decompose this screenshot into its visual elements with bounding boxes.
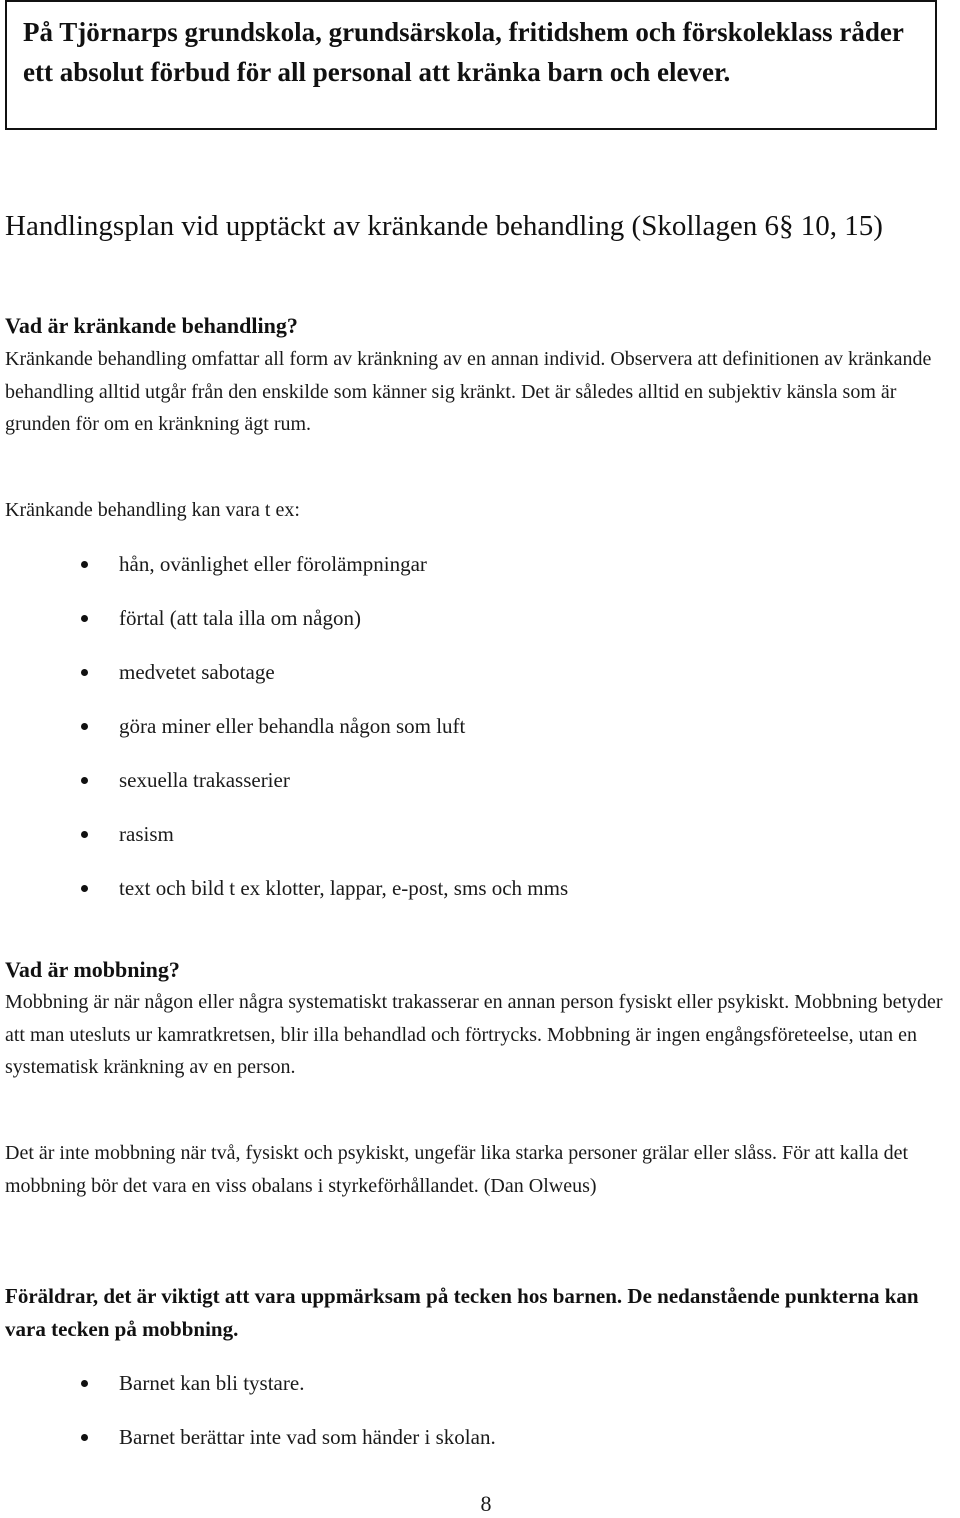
examples-list — [0, 550, 900, 928]
paragraph-mobbning-olweus: Det är inte mobbning när två, fysiskt och psykiskt, ungefär lika starka personer grälar eller slåss. För att kalla det mobbning bör det vara en viss obalans i styrkeförhållandet. (Dan Olweus) — [5, 1142, 909, 1197]
list-item: hån, ovänlighet eller förolämpningar — [0, 550, 900, 604]
bullet-icon — [81, 615, 88, 622]
bullet-icon — [81, 885, 88, 892]
bullet-icon — [81, 669, 88, 676]
examples-intro: Kränkande behandling kan vara t ex: — [5, 499, 300, 521]
list-item: förtal (att tala illa om någon) — [0, 604, 900, 658]
list-item: Barnet kan bli tystare. — [0, 1369, 900, 1423]
paragraph-mobbning-definition: Mobbning är när någon eller några systematiskt trakasserar en annan person fysiskt eller psykiskt. Mobbning betyder att man utesluts ur kamratkretsen, blir illa behandlad och förtrycks. Mobbning är ingen engångsföreteelse, utan en systematisk kränkning av en person. — [5, 991, 943, 1078]
bullet-icon — [81, 831, 88, 838]
list-item: Barnet berättar inte vad som händer i skolan. — [0, 1423, 900, 1477]
parents-note: Föräldrar, det är viktigt att vara uppmärksam på tecken hos barnen. De nedanstående punkterna kan vara tecken på mobbning. — [5, 1284, 919, 1341]
bullet-icon — [81, 1434, 88, 1441]
list-item: göra miner eller behandla någon som luft — [0, 712, 900, 766]
list-item: sexuella trakasserier — [0, 766, 900, 820]
bullet-icon — [81, 777, 88, 784]
heading-mobbning: Vad är mobbning? — [5, 957, 180, 982]
bullet-icon — [81, 1380, 88, 1387]
bullet-icon — [81, 561, 88, 568]
list-item: text och bild t ex klotter, lappar, e-post, sms och mms — [0, 874, 900, 928]
signs-list — [0, 1369, 900, 1477]
main-heading: Handlingsplan vid upptäckt av kränkande behandling (Skollagen 6§ 10, 15) — [5, 210, 883, 242]
paragraph-krankande-definition: Kränkande behandling omfattar all form av kränkning av en annan individ. Observera att definitionen av kränkande behandling alltid utgår från den enskilde som känner sig kränkt. Det är således alltid en subjektiv känsla som är grunden för om en kränkning ägt rum. — [5, 348, 932, 435]
bullet-icon — [81, 723, 88, 730]
list-item: rasism — [0, 820, 900, 874]
notice-box — [5, 0, 937, 130]
page-number: 8 — [480, 1491, 492, 1516]
heading-krankande-behandling: Vad är kränkande behandling? — [5, 313, 298, 338]
notice-text: På Tjörnarps grundskola, grundsärskola, fritidshem och förskoleklass råder ett absolut förbud för all personal att kränka barn och elever. — [23, 17, 904, 87]
list-item: medvetet sabotage — [0, 658, 900, 712]
